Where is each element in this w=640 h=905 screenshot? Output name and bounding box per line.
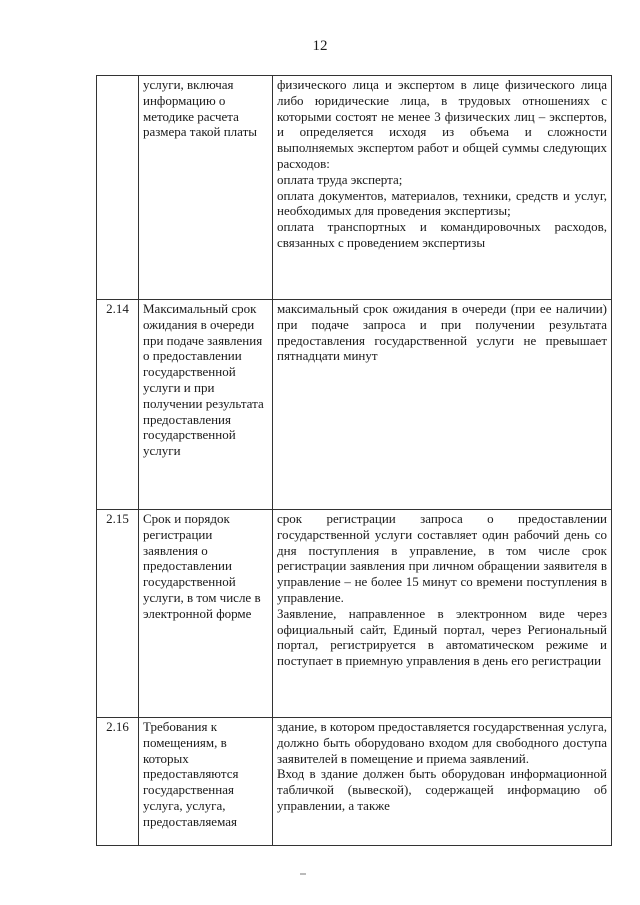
description-paragraph: оплата труда эксперта; — [277, 171, 403, 187]
row-number: 2.16 — [97, 718, 139, 846]
row-title: Требования к помещениям, в которых предоставляются государственная услуга, услуга, предоставляемая — [139, 718, 273, 846]
row-number: 2.15 — [97, 510, 139, 718]
row-description — [273, 300, 612, 510]
scan-mark — [300, 873, 306, 875]
description-paragraph: срок регистрации запроса о предоставлении государственной услуги составляет один рабочий день со дня поступления в управление, в том числе срок регистрации заявления при личном обращении заявителя в управление – не более 15 минут со времени поступления в управление. — [277, 511, 607, 605]
row-title: Максимальный срок ожидания в очереди при подаче заявления о предоставлении государственной услуги и при получении результата предоставления государственной услуги — [139, 300, 273, 510]
table-row — [97, 718, 612, 846]
description-paragraph: оплата транспортных и командировочных расходов, связанных с проведением экспертизы — [277, 219, 607, 250]
description-paragraph: максимальный срок ожидания в очереди (при ее наличии) при подаче запроса и при получении результата предоставления государственной услуги не превышает пятнадцати минут — [277, 301, 607, 364]
row-number: 2.14 — [97, 300, 139, 510]
description-paragraph: физического лица и экспертом в лице физического лица либо юридические лица, в трудовых отношениях с которыми состоят не менее 3 физических лиц – экспертов, и определяется исходя из объема и сложности выполняемых экспертом работ и общей суммы следующих расходов: — [277, 77, 607, 171]
row-number — [97, 76, 139, 300]
row-description — [273, 76, 612, 300]
table-row — [97, 300, 612, 510]
regulation-table — [96, 75, 612, 846]
row-title: услуги, включая информацию о методике расчета размера такой платы — [139, 76, 273, 300]
table-row — [97, 510, 612, 718]
row-description — [273, 718, 612, 846]
row-title: Срок и порядок регистрации заявления о предоставлении государственной услуги, в том числе в электронной форме — [139, 510, 273, 718]
description-paragraph: Вход в здание должен быть оборудован информационной табличкой (вывеской), содержащей информацию об управлении, а также — [277, 766, 607, 813]
description-paragraph: здание, в котором предоставляется государственная услуга, должно быть оборудовано входом для свободного доступа заявителей в помещение и приема заявлений. — [277, 719, 607, 766]
table-row — [97, 76, 612, 300]
row-description — [273, 510, 612, 718]
description-paragraph: оплата документов, материалов, техники, средств и услуг, необходимых для проведения экспертизы; — [277, 187, 607, 219]
page-number: 12 — [312, 38, 328, 54]
description-paragraph: Заявление, направленное в электронном виде через официальный сайт, Единый портал, через Региональный портал, регистрируется в автоматическом режиме и поступает в приемную управления в день его регистрации — [277, 605, 607, 669]
